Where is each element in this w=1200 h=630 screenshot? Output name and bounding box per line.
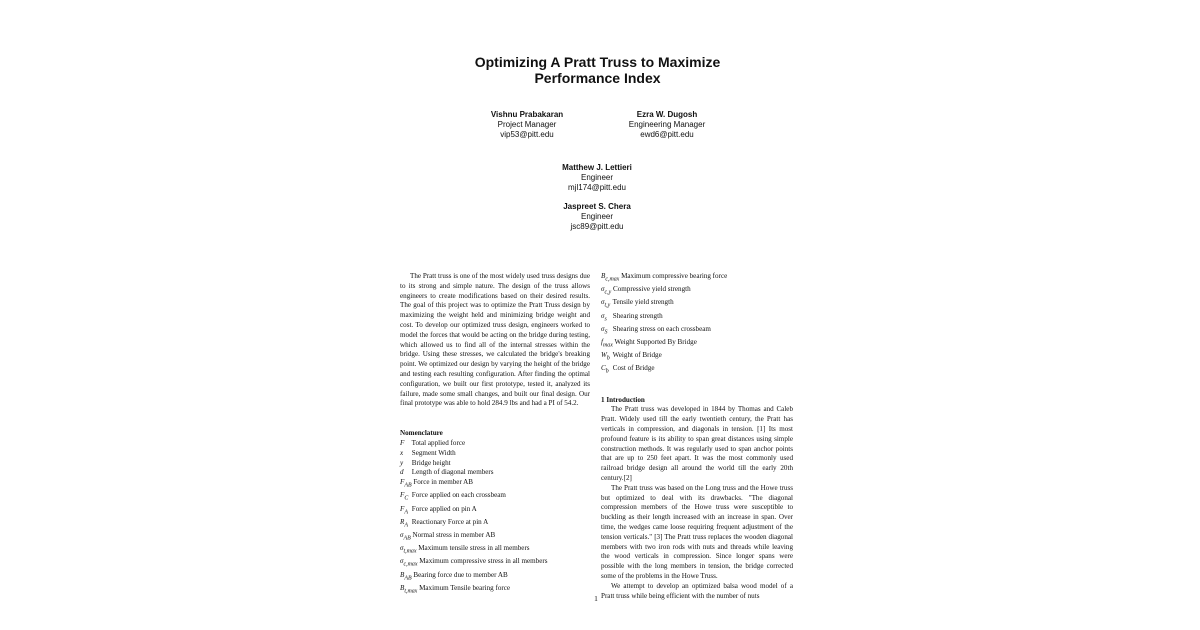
nomenclature-desc: Bridge height: [411, 458, 451, 467]
nomenclature-item: [400, 491, 590, 504]
paper-title: [400, 54, 795, 86]
nomenclature-desc: Shearing stress on each crossbeam: [612, 324, 711, 333]
section-heading-introduction: 1 Introduction: [601, 395, 645, 404]
nomenclature-desc: Compressive yield strength: [613, 285, 691, 294]
nomenclature-symbol: $\sigma_s$: [601, 311, 607, 323]
nomenclature-symbol: $\sigma_S$: [601, 324, 608, 336]
author-block: [517, 202, 677, 232]
nomenclature-desc: Length of diagonal members: [411, 468, 494, 477]
author-block: [447, 110, 607, 140]
intro-paragraph: The Pratt truss was developed in 1844 by Thomas and Caleb Pratt. Widely used till the early twentieth century, the Pratt has verticals in compression, and diagonals in tension. [1] Its most profound feature is its ability to span great distances using simple construction methods. It was regularly used to span anchor points that are up to 250 feet apart. It was the most commonly used railroad bridge design all around the world till the early 20th century.[2]: [601, 405, 793, 482]
nomenclature-desc: Segment Width: [411, 448, 456, 457]
author-email: ewd6@pitt.edu: [640, 130, 694, 139]
author-name: Jaspreet S. Chera: [563, 202, 631, 211]
nomenclature-heading: Nomenclature: [400, 429, 443, 438]
title-line-1: Optimizing A Pratt Truss to Maximize: [474, 54, 721, 70]
nomenclature-item: [400, 584, 590, 597]
nomenclature-item: [400, 518, 590, 531]
author-name: Vishnu Prabakaran: [490, 110, 564, 119]
author-role: Engineer: [580, 212, 614, 221]
nomenclature-desc: Bearing force due to member AB: [413, 570, 508, 579]
nomenclature-symbol: $\sigma_{c,y}$: [601, 285, 612, 296]
author-email: mjl174@pitt.edu: [568, 183, 626, 192]
nomenclature-symbol: $f_{max}$: [601, 338, 613, 349]
nomenclature-item: [400, 449, 590, 459]
nomenclature-symbol: $F_C$: [400, 491, 409, 502]
nomenclature-symbol: $\sigma_{t,max}$: [400, 544, 417, 555]
intro-paragraph: The Pratt truss was based on the Long truss and the Howe truss but optimized to deal with its drawbacks. "The diagonal compression members of the Howe truss were susceptible to buckling as their length increased with an increase in span. Over time, the wedges came loose requiring frequent adjustment of the tension verticals." [3] The Pratt truss replaces the wooden diagonal members with two iron rods with nuts and threads while leaving the wood verticals in compression. Since longer spans were possible with the long members in tension, the bridge corrected some of the problems in the Howe Truss.: [601, 483, 793, 580]
nomenclature-item: [601, 272, 793, 285]
author-email: vip53@pitt.edu: [500, 130, 554, 139]
intro-paragraph: We attempt to develop an optimized balsa wood model of a Pratt truss while being efficient with the number of nuts: [601, 581, 793, 600]
nomenclature-item: [400, 571, 590, 584]
nomenclature-item: [601, 364, 793, 377]
nomenclature-desc: Weight of Bridge: [612, 351, 662, 360]
nomenclature-item: [601, 298, 793, 311]
nomenclature-desc: Total applied force: [411, 438, 466, 447]
nomenclature-desc: Shearing strength: [612, 311, 663, 320]
nomenclature-item: [601, 285, 793, 298]
nomenclature-item: [601, 312, 793, 325]
nomenclature-list-right: [601, 272, 793, 378]
nomenclature-desc: Maximum compressive stress in all members: [419, 557, 548, 566]
left-column: [400, 272, 590, 597]
nomenclature-symbol: $\sigma_{t,y}$: [601, 298, 611, 309]
right-column: [601, 272, 793, 601]
nomenclature-desc: Maximum compressive bearing force: [621, 272, 728, 280]
nomenclature-desc: Force in member AB: [413, 478, 474, 487]
nomenclature-desc: Cost of Bridge: [612, 364, 655, 373]
nomenclature-list-left: [400, 439, 590, 597]
nomenclature-desc: Force applied on pin A: [411, 504, 477, 513]
nomenclature-symbol: F: [400, 438, 405, 447]
author-block: [587, 110, 747, 140]
nomenclature-desc: Weight Supported By Bridge: [614, 338, 697, 347]
nomenclature-item: [601, 338, 793, 351]
nomenclature-item: [400, 439, 590, 449]
nomenclature-symbol: $\sigma_{c,max}$: [400, 557, 418, 568]
nomenclature-symbol: $B_{AB}$: [400, 570, 412, 581]
author-email: jsc89@pitt.edu: [570, 222, 624, 231]
nomenclature-item: [400, 531, 590, 544]
nomenclature-symbol: $B_{t,max}$: [400, 583, 418, 595]
nomenclature-item: [400, 557, 590, 570]
author-name: Ezra W. Dugosh: [636, 110, 698, 119]
nomenclature-item: [400, 478, 590, 491]
nomenclature-item: [400, 505, 590, 518]
abstract: The Pratt truss is one of the most widely used truss designs due to its strong and simple nature. The design of the truss allows engineers to create modifications based on their desired results. The goal of this project was to optimize the Pratt Truss design by maximizing the weight held and minimizing bridge weight and cost. To develop our optimized truss design, engineers worked to model the forces that would be acting on the bridge during testing, which allowed us to find all of the internal stresses within the bridge. Using these stresses, we calculated the bridge's breaking point. We optimized our design by varying the height of the bridge and testing each resulting configuration. After finding the optimal configuration, we built our first prototype, tested it, analyzed its failure, made some small changes, and built our final design. Our final prototype was able to hold 284.9 lbs and had a PI of 54.2.: [400, 272, 590, 408]
nomenclature-item: [400, 544, 590, 557]
author-name: Matthew J. Lettieri: [562, 163, 632, 172]
author-role: Engineer: [580, 173, 614, 182]
nomenclature-symbol: $C_b$: [601, 364, 609, 375]
nomenclature-desc: Maximum tensile stress in all members: [418, 544, 530, 553]
author-role: Project Manager: [497, 120, 557, 129]
nomenclature-symbol: $\sigma_{AB}$: [400, 530, 411, 542]
nomenclature-symbol: $F_A$: [400, 504, 408, 515]
nomenclature-desc: Tensile yield strength: [612, 298, 674, 307]
nomenclature-symbol: d: [400, 468, 404, 477]
nomenclature-symbol: $F_{AB}$: [400, 478, 412, 489]
author-role: Engineering Manager: [628, 120, 706, 129]
nomenclature-desc: Normal stress in member AB: [412, 530, 496, 539]
author-block: [517, 163, 677, 193]
nomenclature-desc: Reactionary Force at pin A: [411, 517, 489, 526]
nomenclature-symbol: $R_A$: [400, 517, 408, 529]
page-number: 1: [594, 594, 598, 603]
nomenclature-desc: Force applied on each crossbeam: [411, 491, 506, 500]
nomenclature-desc: Maximum Tensile bearing force: [419, 583, 511, 592]
nomenclature-item: [601, 325, 793, 338]
nomenclature-item: [400, 459, 590, 469]
nomenclature-symbol: $W_b$: [601, 351, 610, 362]
nomenclature-symbol: y: [400, 458, 404, 467]
nomenclature-item: [400, 468, 590, 478]
nomenclature-item: [601, 351, 793, 364]
nomenclature-symbol: x: [400, 448, 404, 457]
nomenclature-symbol: $B_{c,max}$: [601, 272, 620, 283]
title-line-2: Performance Index: [534, 70, 661, 86]
